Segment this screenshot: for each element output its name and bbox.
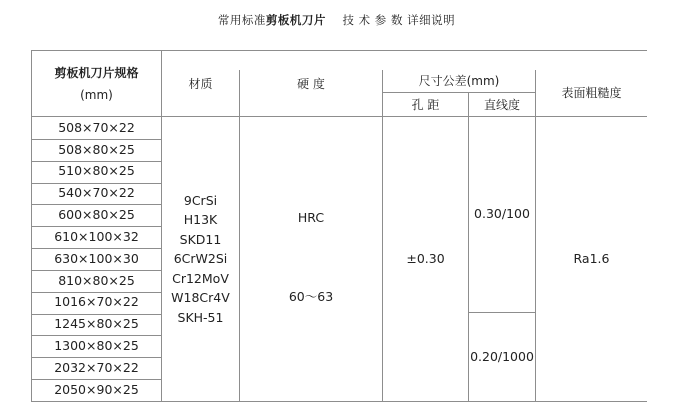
material-item: H13K (183, 212, 218, 228)
material-item: W18Cr4V (171, 290, 230, 306)
straightness-value-lower: 0.20/1000 (470, 348, 534, 364)
spec-row: 540×70×22 (58, 185, 135, 201)
material-item: SKH-51 (177, 309, 224, 325)
roughness-value: Ra1.6 (573, 250, 610, 266)
page-title (0, 12, 673, 28)
hardness-range: 60～63 (288, 288, 334, 304)
header-spec-unit: (mm) (80, 87, 113, 102)
title-prefix: 常用标准 (217, 13, 266, 27)
header-hole-distance: 孔 距 (411, 97, 440, 112)
material-item: Cr12MoV (172, 270, 229, 286)
spec-row: 600×80×25 (58, 207, 135, 223)
spec-row: 1016×70×22 (54, 294, 139, 310)
hole-distance-value: ±0.30 (406, 250, 445, 266)
blade-spec-table (31, 50, 647, 402)
spec-row: 630×100×30 (54, 250, 139, 266)
spec-row: 1245×80×25 (54, 316, 139, 332)
spec-row: 508×80×25 (58, 141, 135, 157)
header-spec (32, 51, 161, 116)
spec-row: 2050×90×25 (54, 381, 139, 397)
header-material: 材质 (188, 76, 213, 91)
table-bottom-border (31, 401, 647, 402)
material-item: 6CrW2Si (173, 251, 228, 267)
header-tolerance: 尺寸公差(mm) (418, 74, 500, 88)
spec-row: 510×80×25 (58, 163, 135, 179)
spec-row: 1300×80×25 (54, 338, 139, 354)
straightness-value-upper: 0.30/100 (474, 206, 530, 222)
header-spec-title: 剪板机刀片规格 (54, 65, 139, 80)
material-item: 9CrSi (183, 192, 218, 208)
title-suffix: 技 术 参 数 详细说明 (342, 13, 456, 27)
material-col-border (239, 70, 240, 402)
hardness-unit: HRC (297, 209, 325, 225)
spec-row: 508×70×22 (58, 119, 135, 135)
title-highlight: 剪板机刀片 (265, 13, 326, 27)
spec-row: 610×100×32 (54, 228, 139, 244)
spec-row: 810×80×25 (58, 272, 135, 288)
header-roughness: 表面粗糙度 (561, 86, 622, 100)
spec-row: 2032×70×22 (54, 359, 139, 375)
header-hardness: 硬 度 (297, 76, 325, 91)
material-list (162, 117, 239, 401)
material-item: SKD11 (179, 231, 222, 247)
header-straightness: 直线度 (483, 97, 520, 112)
